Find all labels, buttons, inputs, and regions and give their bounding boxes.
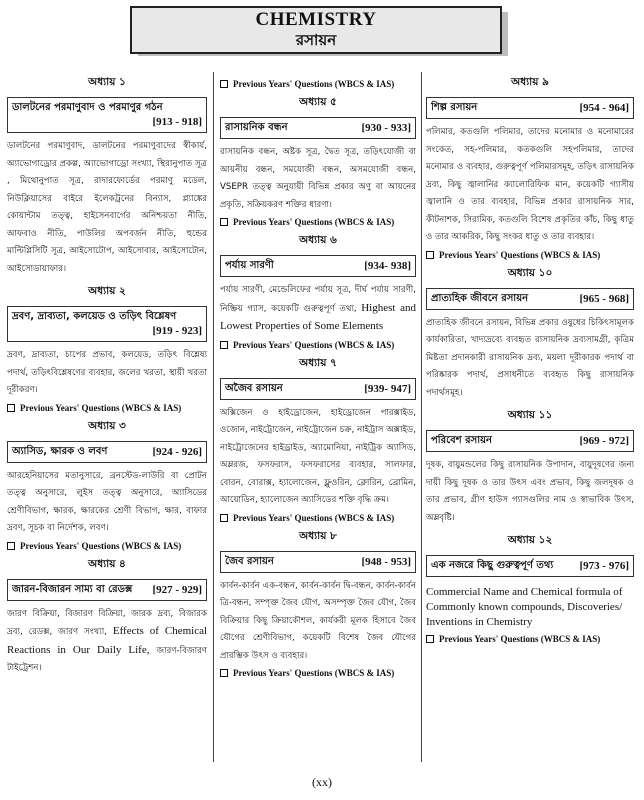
pyq-note xyxy=(220,217,416,227)
chapter-topics: Commercial Name and Chemical formula of Commonly known compounds, Discoveries/ Inventions in Chemistry xyxy=(426,586,623,628)
section-heading xyxy=(220,255,416,277)
pyq-label: Previous Years' Questions (WBCS & IAS) xyxy=(439,634,601,644)
pyq-label: Previous Years' Questions (WBCS & IAS) xyxy=(233,339,395,350)
section-heading xyxy=(220,551,416,573)
title-bengali: রসায়ন xyxy=(295,31,337,49)
checkbox-icon xyxy=(7,404,15,412)
pyq-label: Previous Years' Questions (WBCS & IAS) xyxy=(233,79,395,89)
topics-tail: জারণ-বিজারণ টাইট্রেশন। xyxy=(7,645,207,673)
page-range: [924 - 926] xyxy=(152,445,202,458)
chapter-label: অধ্যায় ২ xyxy=(88,285,126,297)
pyq-note xyxy=(7,541,207,551)
topics-bengali: জারণ বিক্রিয়া, বিজারণ বিক্রিয়া, জারক দ্রব্য, বিজারক দ্রব্য, রেডক্স, জারণ সংখ্যা, xyxy=(7,608,207,637)
section-heading xyxy=(426,288,634,310)
chapter-topics: প্রাত্যহিক জীবনে রসায়ন, বিভিন্ন প্রকার ওষুধের চিকিৎসামূলক কার্যকারিতা, খাদ্যদ্রব্যে ব্যবহৃত রাসায়নিক দ্রব্যসামগ্রী, কৃত্রিম মিষ্টতা প্রদানকারী রাসায়নিক দ্রব্য, ময়লা দূরীকারক পদার্থ বা পরিষ্কারক পদার্থ, প্রসাধনীতে ব্যবহৃত কিছু রাসায়নিক পদার্থসমূহ। xyxy=(426,317,634,398)
chapter-label: অধ্যায় ১০ xyxy=(507,266,553,279)
section-title: পর্যায় সারণী xyxy=(225,260,274,271)
page-range: [939- 947] xyxy=(364,382,411,395)
section-heading xyxy=(7,306,207,342)
chapter-label: অধ্যায় ১ xyxy=(88,76,126,88)
section-title: দ্রবণ, দ্রাব্যতা, কলয়েড ও তড়িৎ বিশ্লেষণ xyxy=(12,311,177,322)
column-divider xyxy=(213,72,214,762)
chapter-label: অধ্যায় ৪ xyxy=(88,557,126,570)
column-middle xyxy=(220,75,416,684)
section-heading xyxy=(7,97,207,133)
page-range: [934- 938] xyxy=(364,260,411,272)
section-title: রাসায়নিক বন্ধন xyxy=(225,122,288,133)
title-english: CHEMISTRY xyxy=(255,9,377,30)
page-range: [927 - 929] xyxy=(152,583,202,596)
checkbox-icon xyxy=(426,635,434,643)
page-range: [954 - 964] xyxy=(579,102,629,114)
chapter-label: অধ্যায় ১২ xyxy=(507,534,553,546)
chapter-label: অধ্যায় ৩ xyxy=(88,419,126,432)
section-heading xyxy=(220,378,416,400)
chapter-label: অধ্যায় ৯ xyxy=(511,76,549,88)
chapter-label: অধ্যায় ৮ xyxy=(299,529,337,542)
section-heading xyxy=(7,441,207,463)
section-title: শিল্প রসায়ন xyxy=(431,102,478,113)
chapter-label: অধ্যায় ৫ xyxy=(299,96,337,108)
section-title: পরিবেশ রসায়ন xyxy=(431,435,492,446)
column-right xyxy=(426,75,634,650)
topics-english: Highest and Lowest Properties of Some Elements xyxy=(220,301,416,332)
pyq-label: Previous Years' Questions (WBCS & IAS) xyxy=(233,668,395,678)
pyq-label: Previous Years' Questions (WBCS & IAS) xyxy=(20,402,182,413)
column-left xyxy=(7,75,207,681)
checkbox-icon xyxy=(220,80,228,88)
title-banner xyxy=(130,6,514,58)
chapter-topics: রাসায়নিক বন্ধন, অষ্টক সূত্র, দ্বৈত সূত্র, তড়িৎযোজী বা আয়নীয় বন্ধন, সমযোজী বন্ধন, অসমযোজী বন্ধন, VSEPR তত্ত্ব অনুযায়ী বিভিন্ন প্রকার অণু বা আয়নের প্রকৃতি, সক্রিয়করণ শক্তির ধারণা। xyxy=(220,147,416,210)
pyq-label: Previous Years' Questions (WBCS & IAS) xyxy=(233,512,395,523)
section-title: অ্যাসিড, ক্ষারক ও লবণ xyxy=(12,445,108,457)
topics-bengali: পর্যায় সারণী, মেন্ডেলিফের পর্যায় সূত্র, দীর্ঘ পর্যায় সারণী, নিষ্ক্রিয় গ্যাস, কয়েকটি গুরুত্বপূর্ণ তথ্য, xyxy=(220,285,416,314)
pyq-label: Previous Years' Questions (WBCS & IAS) xyxy=(20,540,182,551)
topics-english: Effects of Chemical Reactions in Our Daily Life, xyxy=(7,625,208,656)
checkbox-icon xyxy=(426,251,434,259)
section-title: ডালটনের পরমাণুবাদ ও পরমাণুর গঠন xyxy=(12,102,163,113)
chapter-topics xyxy=(7,606,207,678)
chapter-topics: দ্রবণ, দ্রাব্যতা, চাপের প্রভাব, কলয়েড, তড়িৎ বিশ্লেষ্য পদার্থ, তড়িৎবিশ্লেষণের ব্যবহার, জলের খরতা, স্থায়ী খরতা দূরীকরণ। xyxy=(7,350,207,395)
chapter-topics xyxy=(220,282,416,337)
page-range: [969 - 972] xyxy=(579,435,629,447)
pyq-note xyxy=(220,79,416,89)
pyq-note xyxy=(7,403,207,413)
section-title: এক নজরে কিছু গুরুত্বপূর্ণ তথ্য xyxy=(431,560,554,571)
section-heading xyxy=(7,579,207,601)
pyq-label: Previous Years' Questions (WBCS & IAS) xyxy=(233,217,395,227)
chapter-topics: আরহেনিয়াসের মতানুসারে, ব্রনস্টেড-লাউরি বা প্রোটন তত্ত্ব অনুসারে, লুইস তত্ত্ব অনুসারে, অ্যাসিডের শ্রেণীবিভাগ, ক্ষারক, ক্ষারকের শ্রেণী বিভাগ, ক্ষার, বাফার দ্রবণ, সূচক বা নির্দেশক, লবণ। xyxy=(7,470,207,533)
section-title: জারন-বিজারন সাম্য বা রেডক্স xyxy=(12,583,133,595)
pyq-note xyxy=(426,250,634,260)
column-divider xyxy=(421,72,422,762)
page-range: [919 - 923] xyxy=(152,325,202,337)
chapter-topics: কার্বন-কার্বন এক-বন্ধন, কার্বন-কার্বন দ্বি-বন্ধন, কার্বন-কার্বন ত্রি-বন্ধন, সম্পৃক্ত জৈব যৌগ, অসম্পৃক্ত জৈব যৌগ, জৈব বিক্রিয়ার কিছু ক্রিয়াকৌশল, কার্যকরী মূলক হিসাবে জৈব যৌগের শ্রেণীবিভাগ, কয়েকটি বিশেষ জৈব যৌগের প্রারম্ভিক উৎস ও ব্যবহার। xyxy=(220,580,416,661)
page-range: [913 - 918] xyxy=(152,116,202,128)
section-title: প্রাত্যহিক জীবনে রসায়ন xyxy=(431,292,529,304)
section-heading xyxy=(426,430,634,452)
page-number: (xx) xyxy=(312,775,332,789)
section-heading xyxy=(220,117,416,139)
pyq-note xyxy=(220,340,416,350)
checkbox-icon xyxy=(220,341,228,349)
chapter-topics: অক্সিজেন ও হাইড্রোজেন, হাইড্রোজেন পারক্সাইড, ওজোন, নাইট্রোজেন, নাইট্রোজেন চক্র, নাইট্রাস অক্সাইড, নাইট্রোজেনের হাইড্রাইড, অ্যামোনিয়া, নাইট্রিক অ্যাসিড, অম্লরজ, ফসফরাস, ফসফরাসের ব্যবহার, সালফার, বোরন, বোরাক্স, হ্যালোজেন, ফ্লুওরিন, ক্লোরিন, ব্রোমিন, আয়োডিন, হ্যালোজেন অ্যাসিডের শক্তি বৃদ্ধি ক্রম। xyxy=(220,407,416,505)
section-title: অজৈব রসায়ন xyxy=(225,382,283,394)
checkbox-icon xyxy=(220,669,228,677)
chapter-topics: ডালটনের পরমাণুবাদ, ডালটনের পরমাণুবাদের স্বীকার্য, অ্যাভোগাড্রোর প্রকল্প, অ্যাভোগাড্রো সংখ্যা, স্থিরানুপাত সূত্র , মিথোনুপাত সূত্র, রাদারফোর্ডের পরমাণু মডেল, নিউক্লিয়াসের বাইরে ইলেকট্রনের বিন্যাস, প্ল্যাঙ্কের কোয়ান্টাম তত্ত্ব, হাইসেনবার্গের অনিশ্চয়তা নীতি, আফবাও নীতি, পাউলির অপবর্জন নীতি, হুন্ডের মাল্টিপ্লিসিটি সূত্র, আইসোটোপ, আইসোবার, আইসোটোন, আইসোডায়াফার। xyxy=(7,141,207,274)
page-range: [965 - 968] xyxy=(579,292,629,305)
pyq-label: Previous Years' Questions (WBCS & IAS) xyxy=(439,249,601,260)
page-range: [930 - 933] xyxy=(361,122,411,134)
checkbox-icon xyxy=(220,218,228,226)
chapter-label: অধ্যায় ৭ xyxy=(299,356,337,369)
page-range: [948 - 953] xyxy=(361,555,411,568)
chapter-label: অধ্যায় ১১ xyxy=(507,409,553,421)
page-range: [973 - 976] xyxy=(579,560,629,572)
section-heading xyxy=(426,97,634,119)
checkbox-icon xyxy=(220,514,228,522)
pyq-note xyxy=(220,513,416,523)
chapter-topics: দূষক, বায়ুমন্ডলের কিছু রাসায়নিক উপাদান, বায়ুদূষণের জন্য দায়ী কিছু দূষক ও তার উৎস এবং প্রভাব, কিছু জলদূষক ও তার প্রভাব, গ্রীণ হাউস গ্যাসগুলির নাম ও স্বাভাবিক উৎস, অম্লবৃষ্টি। xyxy=(426,460,634,523)
section-heading xyxy=(426,555,634,577)
section-title: জৈব রসায়ন xyxy=(225,555,274,567)
pyq-note xyxy=(426,634,634,644)
banner-box xyxy=(130,6,502,54)
chapter-label: অধ্যায় ৬ xyxy=(299,234,337,246)
checkbox-icon xyxy=(7,542,15,550)
pyq-note xyxy=(220,668,416,678)
chapter-topics: পলিমার, কতগুলি পলিমার, তাদের মনোমার ও মনোমারের সংকেত, সহ-পলিমার, কতকগুলি সহপলিমার, তাদের মনোমার ও ব্যবহার, গুরুত্বপূর্ণ পলিমারসমূহ, তড়িৎ রাসায়নিক দ্রব্য, কিছু জ্বালানির ক্যালোরিফিক মান, কয়েকটি গ্যাসীয় জ্বালানি ও তার ব্যবহার, বিভিন্ন প্রকার রাসায়নিক সার, কীটনাশক, সিরামিক, কতগুলি বিশেষ প্রকৃতির কাঁচ, কিছু ধাতু ও তার আকরিক, কিছু সংকর ধাতু ও তার ব্যবহার। xyxy=(426,127,634,242)
